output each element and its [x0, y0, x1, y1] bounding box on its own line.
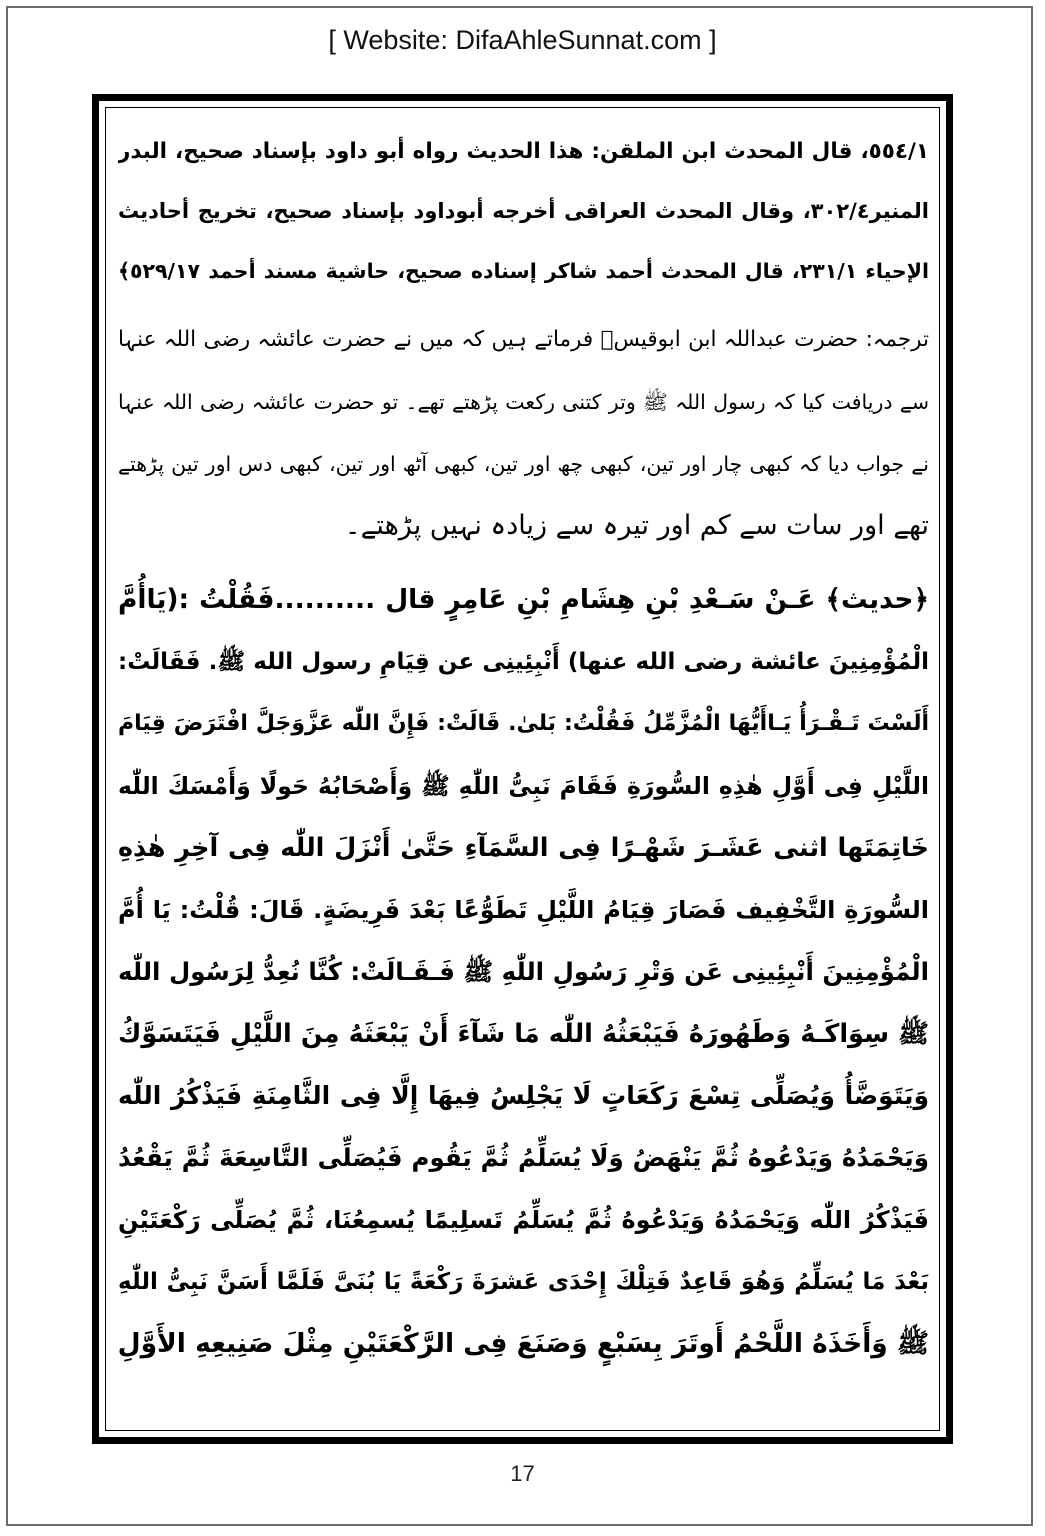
hadith-line: ﷺ وَأَخَذَهُ اللَّحْمُ أَوتَرَ بِسَبْعٍ وَصَنَعَ فِى الرَّكْعَتَيْنِ مِثْلَ صَنِيعِهِ الأَوَّلِ — [118, 1328, 929, 1359]
hadith-line: ﴿حديث﴾ عَـنْ سَـعْدِ بْنِ هِشَامِ بْنِ عَامِرٍ قال ..........فَقُلْتُ :(يَاأُمَّ — [118, 584, 929, 615]
translation-line: سے دریافت کیا کہ رسول اللہ ﷺ وتر کتنی رکعت پڑھتے تھے۔ تو حضرت عائشہ رضی اللہ عنہا — [118, 390, 929, 414]
hadith-line: اللَّيْلِ فِى أَوَّلِ هٰذِهِ السُّورَةِ فَقَامَ نَبِىُّ اللّٰهِ ﷺ وَأَصْحَابُهُ حَولًا وَأَمْسَكَ اللّٰه — [118, 772, 929, 800]
hadith-line: السُّورَةِ التَّخْفِيف فَصَارَ قِيَامُ اللَّيْلِ تَطَوُّعًا بَعْدَ فَرِيضَةٍ. قَالَ: قُلْتُ: يَا أُمَّ — [118, 896, 929, 924]
hadith-line: الْمُؤْمِنِينَ عائشة رضى الله عنها) أَنْبِئِينِى عن قِيَامِ رسول الله ﷺ. فَقَالَتْ: — [118, 649, 929, 675]
translation-line: تھے اور سات سے کم اور تیرہ سے زیادہ نہیں پڑھتے۔ — [344, 510, 929, 541]
reference-line: المنير٣٠٢/٤، وقال المحدث العراقى أخرجه أبوداود بإسناد صحيح، تخريج أحاديث — [118, 199, 929, 223]
hadith-line: خَاتِمَتَها اثنى عَشَـرَ شَهْـرًا فِى السَّمَآءِ حَتَّىٰ أَنْزَلَ اللّٰه فِى آخِرِ هٰذِهِ — [118, 833, 929, 863]
hadith-line: الْمُؤْمِنِينَ أَنْبِئِينِى عَن وَتْرِ رَسُولِ اللّٰهِ ﷺ فَـقَـالَتْ: كُنَّا نُعِدُّ لِرَسُول اللّٰه — [118, 957, 929, 986]
hadith-line: وَيَتَوَضَّأُ وَيُصَلِّى تِسْعَ رَكَعَاتٍ لَا يَجْلِسُ فِيهَا إِلَّا فِى الثَّامِنَةِ فَيَذْكُرُ اللّٰه — [118, 1081, 929, 1110]
hadith-line: ﷺ سِوَاكَـهُ وَطَهُورَهُ فَيَبْعَثُهُ اللّٰه مَا شَآءَ أَنْ يَبْعَثَهُ مِنَ اللَّيْلِ فَيَتَسَوَّكُ — [118, 1019, 929, 1049]
reference-line: الإحياء ٢٣١/١، قال المحدث أحمد شاكر إسناده صحيح، حاشية مسند أحمد ٥٢٩/١٧﴾ — [118, 259, 929, 283]
reference-line: ٥٥٤/١، قال المحدث ابن الملقن: هذا الحديث رواه أبو داود بإسناد صحيح، البدر — [118, 139, 929, 164]
translation-line: ترجمہ: حضرت عبداللہ ابن ابوقیسؒ فرماتے ہیں کہ میں نے حضرت عائشہ رضی اللہ عنہا — [118, 327, 929, 352]
hadith-line: فَيَذْكُرُ اللّٰه وَيَحْمَدُهُ وَيَدْعُوهُ ثُمَّ يُسَلِّمُ تَسلِيمًا يُسمِعُنَا، ثُمَّ يُصَلِّى رَكْعَتَيْنِ — [118, 1206, 929, 1234]
page-number: 17 — [510, 1461, 535, 1486]
translation-line: نے جواب دیا کہ کبھی چار اور تین، کبھی چھ اور تین، کبھی آٹھ اور تین، کبھی دس اور تین پڑھتے — [118, 452, 929, 476]
website-header: [ Website: DifaAhleSunnat.com ] — [328, 25, 717, 55]
hadith-line: وَيَحْمَدُهُ وَيَدْعُوهُ ثُمَّ يَنْهَضُ وَلَا يُسَلِّمُ ثُمَّ يَقُوم فَيُصَلِّى التَّاسِعَةَ ثُمَّ يَقْعُدُ — [118, 1143, 929, 1172]
hadith-line: بَعْدَ مَا يُسَلِّمُ وَهُوَ قَاعِدٌ فَتِلْكَ إِحْدَى عَشرَةَ رَكْعَةً يَا بُنَىَّ فَلَمَّا أَسَنَّ نَبِىُّ اللّٰهِ — [118, 1269, 929, 1295]
hadith-line: أَلَسْتَ تَـقْـرَأُ يَـاأَيُّهَا الْمُزَّمِّلُ فَقُلْتُ: بَلىٰ. قَالَتْ: فَإِنَّ اللّٰه عَزَّوَجَلَّ افْتَرَضَ قِيَامَ — [118, 711, 929, 736]
